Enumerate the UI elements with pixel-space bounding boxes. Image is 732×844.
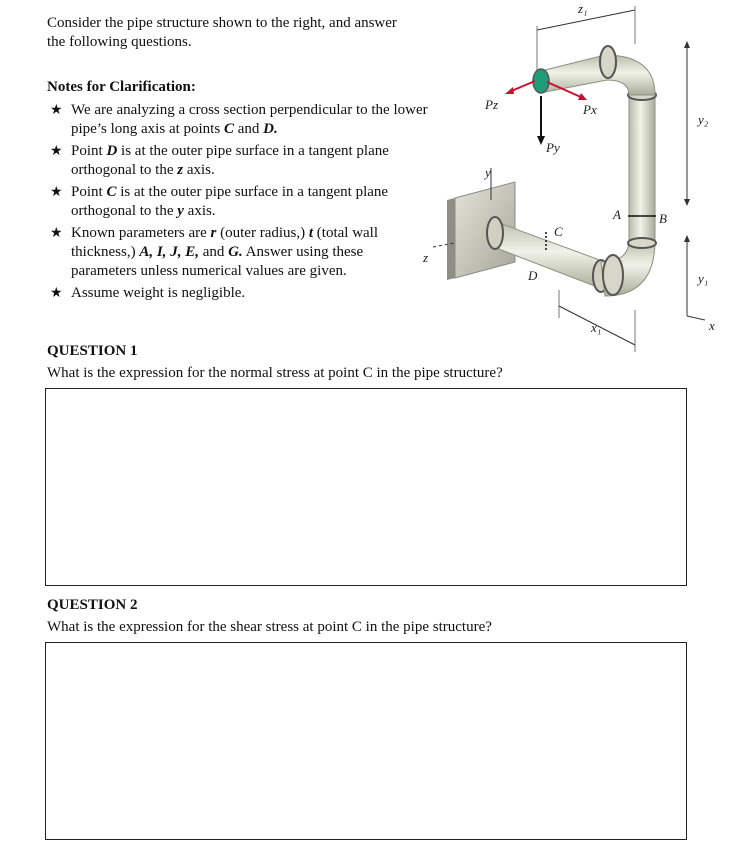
label-y1: y₁ (698, 271, 709, 286)
label-z1: z₁ (578, 1, 588, 16)
note-item (47, 101, 432, 139)
note-item (47, 142, 432, 180)
label-D: D (528, 268, 538, 283)
intro-text: Consider the pipe structure shown to the right, and answer the following questions. (47, 15, 397, 50)
notes-list (47, 101, 432, 306)
label-y2: y₂ (698, 112, 709, 127)
note-text: Known parameters are r (outer radius,) t (total wall thickness,) A, I, J, E, and G. Answer using these parameters unless numerical values are given. (71, 225, 379, 279)
answer-box-1 (45, 388, 687, 586)
question-2-heading: QUESTION 2 (47, 597, 138, 613)
pipe-end-cap (533, 69, 549, 93)
notes-heading: Notes for Clarification: (47, 79, 196, 95)
note-text: Assume weight is negligible. (71, 285, 246, 301)
star-icon: ★ (50, 285, 63, 301)
question-1-text: What is the expression for the normal stress at point C in the pipe structure? (47, 365, 503, 381)
star-icon: ★ (50, 225, 63, 241)
star-icon: ★ (50, 102, 63, 118)
label-Py: Py (546, 140, 560, 155)
label-Pz: Pz (485, 97, 498, 112)
star-icon: ★ (50, 184, 63, 200)
label-y-axis: y (485, 165, 491, 180)
question-1-heading: QUESTION 1 (47, 343, 138, 359)
label-B: B (659, 211, 667, 226)
star-icon: ★ (50, 143, 63, 159)
label-Px: Px (583, 102, 597, 117)
label-A: A (613, 207, 621, 222)
label-x1: x₁ (591, 320, 602, 335)
note-text: Point C is at the outer pipe surface in a tangent plane orthogonal to the y axis. (71, 184, 389, 219)
note-text: Point D is at the outer pipe surface in a tangent plane orthogonal to the z axis. (71, 143, 389, 178)
note-item (47, 284, 432, 303)
answer-input-2[interactable] (46, 643, 686, 839)
answer-box-2 (45, 642, 687, 840)
question-2-text: What is the expression for the shear stress at point C in the pipe structure? (47, 619, 492, 635)
note-text: We are analyzing a cross section perpendicular to the lower pipe’s long axis at points C and D. (71, 102, 428, 137)
vertical-pipe (629, 95, 655, 245)
label-z-axis: z (423, 250, 429, 265)
note-item (47, 224, 432, 281)
note-item (47, 183, 432, 221)
pipe-structure-figure (415, 0, 732, 362)
label-x-axis: x (709, 318, 715, 333)
label-C: C (554, 224, 563, 239)
answer-input-1[interactable] (46, 389, 686, 585)
